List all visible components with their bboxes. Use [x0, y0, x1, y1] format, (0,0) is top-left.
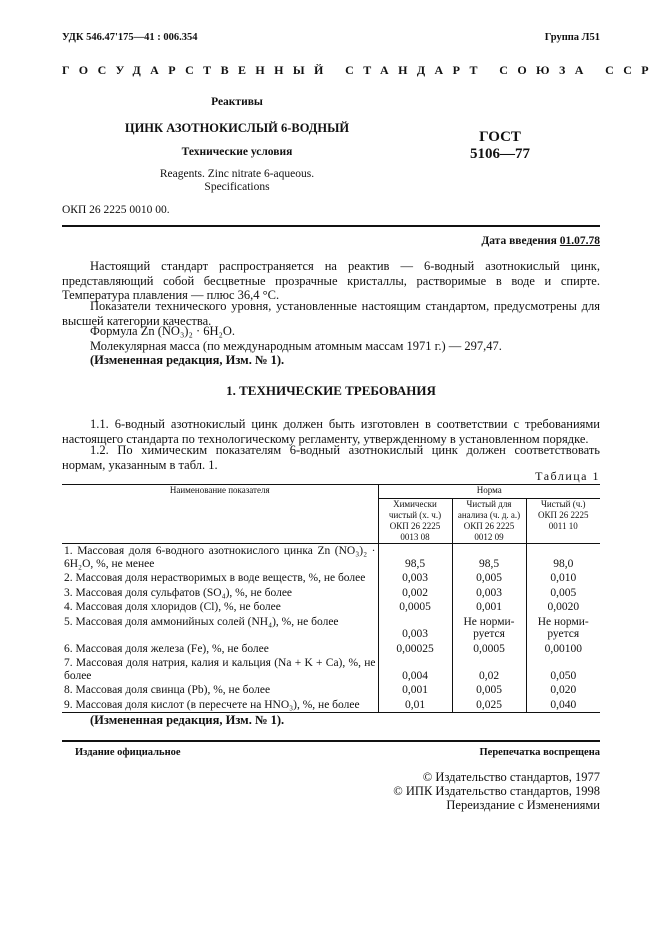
row-indicator-name: 3. Массовая доля сульфатов (SO₄), %, не более: [64, 586, 293, 599]
row-value: 0,001: [452, 600, 526, 615]
table-amendment: (Измененная редакция, Изм. № 1).: [90, 713, 285, 727]
row-value: 0,040: [526, 698, 600, 713]
row-indicator-name: 9. Массовая доля кислот (в пересчете на HNO₃), %, не более: [62, 698, 378, 713]
row-indicator-name: 8. Массовая доля свинца (Pb), %, не более: [64, 684, 271, 696]
row-value: Не норми-руется: [452, 615, 526, 642]
intro-paragraph-1: Настоящий стандарт распространяется на реактив — 6-водный азотнокислый цинк, представляющий собой бесцветные прозрачные кристаллы, растворимые в воде и спирте. Температура плавления — плюс 36,4 °С.: [62, 259, 600, 302]
row-value: 0,010: [526, 571, 600, 586]
row-value: 98,5: [452, 544, 526, 572]
clause-1-1: 1.1. 6-водный азотнокислый цинк должен быть изготовлен в соответствии с требованиями настоящего стандарта по технологическому регламенту, утвержденному в установленном порядке.: [62, 417, 600, 446]
molecular-mass: Молекулярная масса (по международным атомным массам 1971 г.) — 297,47.: [90, 339, 502, 353]
header-grade-chda: Химически чистый (х. ч.) ОКП 26 2225 0013 08: [378, 499, 452, 544]
formula-line: Формула Zn (NO₃)₂ · 6H₂O.: [90, 324, 236, 338]
document-subtitle: Технические условия: [181, 146, 293, 158]
table-row: [62, 571, 600, 586]
row-indicator-name: 7. Массовая доля натрия, калия и кальция (Na + K + Ca), %, не более: [64, 657, 376, 682]
row-value: 0,002: [378, 586, 452, 601]
header-grade-ch: Чистый (ч.) ОКП 26 2225 0011 10: [526, 499, 600, 544]
row-value: 0,004: [378, 656, 452, 683]
table-row: [62, 656, 600, 683]
gost-label: ГОСТ: [479, 129, 521, 145]
header-norm: Норма: [378, 485, 600, 499]
copyright-1998: © ИПК Издательство стандартов, 1998: [393, 784, 600, 798]
divider-top: [62, 225, 600, 227]
category: Реактивы: [211, 96, 263, 108]
row-value: 0,001: [378, 683, 452, 698]
table-row: [62, 544, 600, 572]
table-header-row: [62, 485, 600, 499]
copyright-block: [393, 770, 600, 812]
group-code: Группа Л51: [544, 32, 600, 43]
row-value: 98,5: [378, 544, 452, 572]
row-value: 0,00025: [378, 642, 452, 657]
row-indicator-name: 6. Массовая доля железа (Fe), %, не более: [64, 642, 269, 655]
table-row: [62, 698, 600, 713]
row-indicator-name: 4. Массовая доля хлоридов (Cl), %, не более: [64, 601, 281, 613]
row-indicator-name: 5. Массовая доля аммонийных солей (NH₄), %, не более: [64, 615, 339, 628]
table-row: [62, 600, 600, 615]
row-value: 0,01: [378, 698, 452, 713]
intro-paragraph-2: Показатели технического уровня, установленные настоящим стандартом, предусмотрены для высшей категории качества.: [62, 299, 600, 328]
copyright-1977: © Издательство стандартов, 1977: [422, 770, 600, 784]
row-value: 98,0: [526, 544, 600, 572]
row-value: 0,005: [526, 586, 600, 601]
table-caption: Таблица 1: [535, 469, 600, 483]
english-title-line2: Specifications: [204, 181, 270, 193]
requirements-table: [62, 484, 600, 713]
intro-amendment: (Измененная редакция, Изм. № 1).: [90, 353, 285, 367]
header-grade-chda-analysis: Чистый для анализа (ч. д. а.) ОКП 26 2225 0012 09: [452, 499, 526, 544]
english-title-line1: Reagents. Zinc nitrate 6-aqueous.: [159, 168, 315, 180]
row-value: 0,003: [378, 571, 452, 586]
state-standard-banner: ГОСУДАРСТВЕННЫЙ СТАНДАРТ СОЮЗА ССР: [62, 63, 659, 77]
row-value: 0,020: [526, 683, 600, 698]
row-value: 0,025: [452, 698, 526, 713]
reissue-note: Переиздание с Изменениями: [446, 798, 600, 812]
row-value: 0,0005: [452, 642, 526, 657]
row-value: 0,005: [452, 683, 526, 698]
gost-number: 5106—77: [470, 146, 530, 162]
row-value: 0,00100: [526, 642, 600, 657]
table-row: [62, 586, 600, 601]
clause-1-2: 1.2. По химическим показателям 6-водный азотнокислый цинк должен соответствовать нормам, указанным в табл. 1.: [62, 443, 600, 472]
row-indicator-name: 2. Массовая доля нерастворимых в воде веществ, %, не более: [64, 572, 366, 584]
row-value: 0,0020: [526, 600, 600, 615]
document-title: ЦИНК АЗОТНОКИСЛЫЙ 6-ВОДНЫЙ: [124, 121, 350, 135]
intro-date: Дата введения 01.07.78: [481, 235, 600, 247]
divider-bottom: [62, 740, 600, 742]
table-row: [62, 615, 600, 642]
official-edition: Издание официальное: [75, 747, 181, 758]
row-value: 0,005: [452, 571, 526, 586]
row-value: 0,050: [526, 656, 600, 683]
reprint-prohibited: Перепечатка воспрещена: [479, 747, 600, 758]
okp-code: ОКП 26 2225 0010 00.: [62, 204, 170, 216]
row-value: 0,02: [452, 656, 526, 683]
table-row: [62, 683, 600, 698]
row-value: 0,003: [378, 615, 452, 642]
section-title: 1. ТЕХНИЧЕСКИЕ ТРЕБОВАНИЯ: [226, 383, 436, 398]
row-indicator-name: 1. Массовая доля 6-водного азотнокислого цинка Zn (NO₃)₂ · 6H₂O, %, не менее: [64, 545, 376, 570]
header-indicator-name: Наименование показателя: [62, 485, 378, 544]
table-row: [62, 642, 600, 657]
row-value: 0,003: [452, 586, 526, 601]
row-value: 0,0005: [378, 600, 452, 615]
row-value: Не норми-руется: [526, 615, 600, 642]
udk-code: УДК 546.47'175—41 : 006.354: [62, 32, 198, 43]
